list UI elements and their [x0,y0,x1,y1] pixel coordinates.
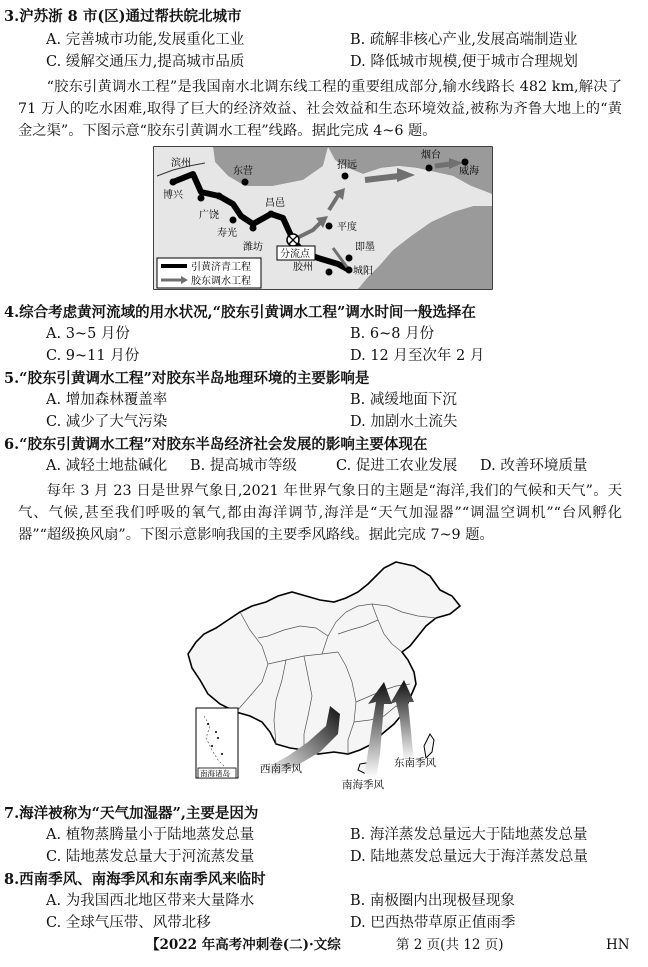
place-jimo: 即墨 [355,242,375,253]
q3-option-c: C. 缓解交通压力,提高城市品质 [46,54,245,70]
q7-option-d: D. 陆地蒸发总量远大于海洋蒸发总量 [350,849,588,865]
q5-stem: 5.“胶东引黄调水工程”对胶东半岛地理环境的主要影响是 [4,370,370,387]
passage-1: “胶东引黄调水工程”是我国南水北调东线工程的重要组成部分,输水线路长 482 km,解决了 71 万人的吃水困难,取得了巨大的经济效益、社会效益和生态环境效益,被称为齐鲁大地上的“黄金之渠”。下图示意“胶东引黄调水工程”线路。据此完成 4~6 题。 [18,79,622,139]
q8-option-b: B. 南极圈内出现极昼现象 [350,893,515,909]
q4-option-c: C. 9~11 月份 [46,348,140,364]
q6-option-d: D. 改善环境质量 [480,458,588,474]
footer-page-number: 第 2 页(共 12 页) [396,937,504,953]
q3-option-a: A. 完善城市功能,发展重化工业 [46,32,245,48]
legend-yellow-to-qingdao: 引黄济青工程 [191,262,251,273]
place-shouguang: 寿光 [217,228,237,239]
q6-option-a: A. 减轻土地盐碱化 [46,458,168,474]
q4-option-a: A. 3~5 月份 [46,326,130,342]
q4-option-b: B. 6~8 月份 [350,326,435,342]
place-changyi: 昌邑 [265,198,285,209]
inset-south-china-sea-label: 南海诸岛 [200,769,230,778]
q5-option-d: D. 加剧水土流失 [350,414,458,430]
split-point-label: 分流点 [280,249,310,260]
place-dongying: 东营 [233,166,253,177]
q3-stem: 3.沪苏浙 8 市(区)通过帮扶皖北城市 [4,8,242,25]
place-boxing: 博兴 [163,190,183,201]
place-guangrao: 广饶 [199,210,219,221]
q6-stem: 6.“胶东引黄调水工程”对胶东半岛经济社会发展的影响主要体现在 [4,436,428,453]
q7-option-c: C. 陆地蒸发总量大于河流蒸发量 [46,849,255,865]
footer-region-code: HN [606,937,630,953]
place-weifang: 潍坊 [243,242,263,253]
q7-option-b: B. 海洋蒸发总量远大于陆地蒸发总量 [350,827,588,843]
q6-option-c: C. 促进工农业发展 [336,458,458,474]
label-southeast-monsoon: 东南季风 [394,757,436,769]
place-yantai: 烟台 [421,150,441,161]
q4-stem: 4.综合考虑黄河流域的用水状况,“胶东引黄调水工程”调水时间一般选择在 [4,304,476,321]
footer-exam-title: 【2022 年高考冲刺卷(二)·文综 [146,937,341,953]
jiaodong-water-map [153,146,493,290]
passage-2: 每年 3 月 23 日是世界气象日,2021 年世界气象日的主题是“海洋,我们的气候和天气”。天气、气候,甚至我们呼吸的氧气,都由海洋调节,海洋是“天气加湿器”“调温空调机”“台风孵化器”“超级换风扇”。下图示意影响我国的主要季风路线。据此完成 7~9 题。 [18,483,622,543]
jiaodong-water-map-svg [153,146,493,290]
place-weihai: 威海 [459,166,479,177]
q3-option-d: D. 降低城市规模,便于城市合理规划 [350,54,578,70]
place-binzhou: 滨州 [171,158,191,169]
place-pingdu: 平度 [337,222,357,233]
q7-option-a: A. 植物蒸腾量小于陆地蒸发总量 [46,827,255,843]
q5-option-c: C. 减少了大气污染 [46,414,168,430]
q3-option-b: B. 疏解非核心产业,发展高端制造业 [350,32,578,48]
label-south-china-sea-monsoon: 南海季风 [342,779,384,791]
q6-option-b: B. 提高城市等级 [190,458,297,474]
place-zhaoyuan: 招远 [337,160,357,171]
legend-jiaodong-diversion: 胶东调水工程 [191,276,251,287]
q8-stem: 8.西南季风、南海季风和东南季风来临时 [4,871,266,888]
q8-option-a: A. 为我国西北地区带来大量降水 [46,893,255,909]
q5-option-a: A. 增加森林覆盖率 [46,392,168,408]
q5-option-b: B. 减缓地面下沉 [350,392,457,408]
q8-option-d: D. 巴西热带草原正值雨季 [350,915,516,931]
monsoon-map [178,556,468,794]
monsoon-map-svg [178,556,468,794]
place-chengyang: 城阳 [353,266,373,277]
label-southwest-monsoon: 西南季风 [260,763,302,775]
place-jiaozhou: 胶州 [293,262,313,273]
q4-option-d: D. 12 月至次年 2 月 [350,348,485,364]
q7-stem: 7.海洋被称为“天气加湿器”,主要是因为 [4,805,259,822]
q8-option-c: C. 全球气压带、风带北移 [46,915,211,931]
